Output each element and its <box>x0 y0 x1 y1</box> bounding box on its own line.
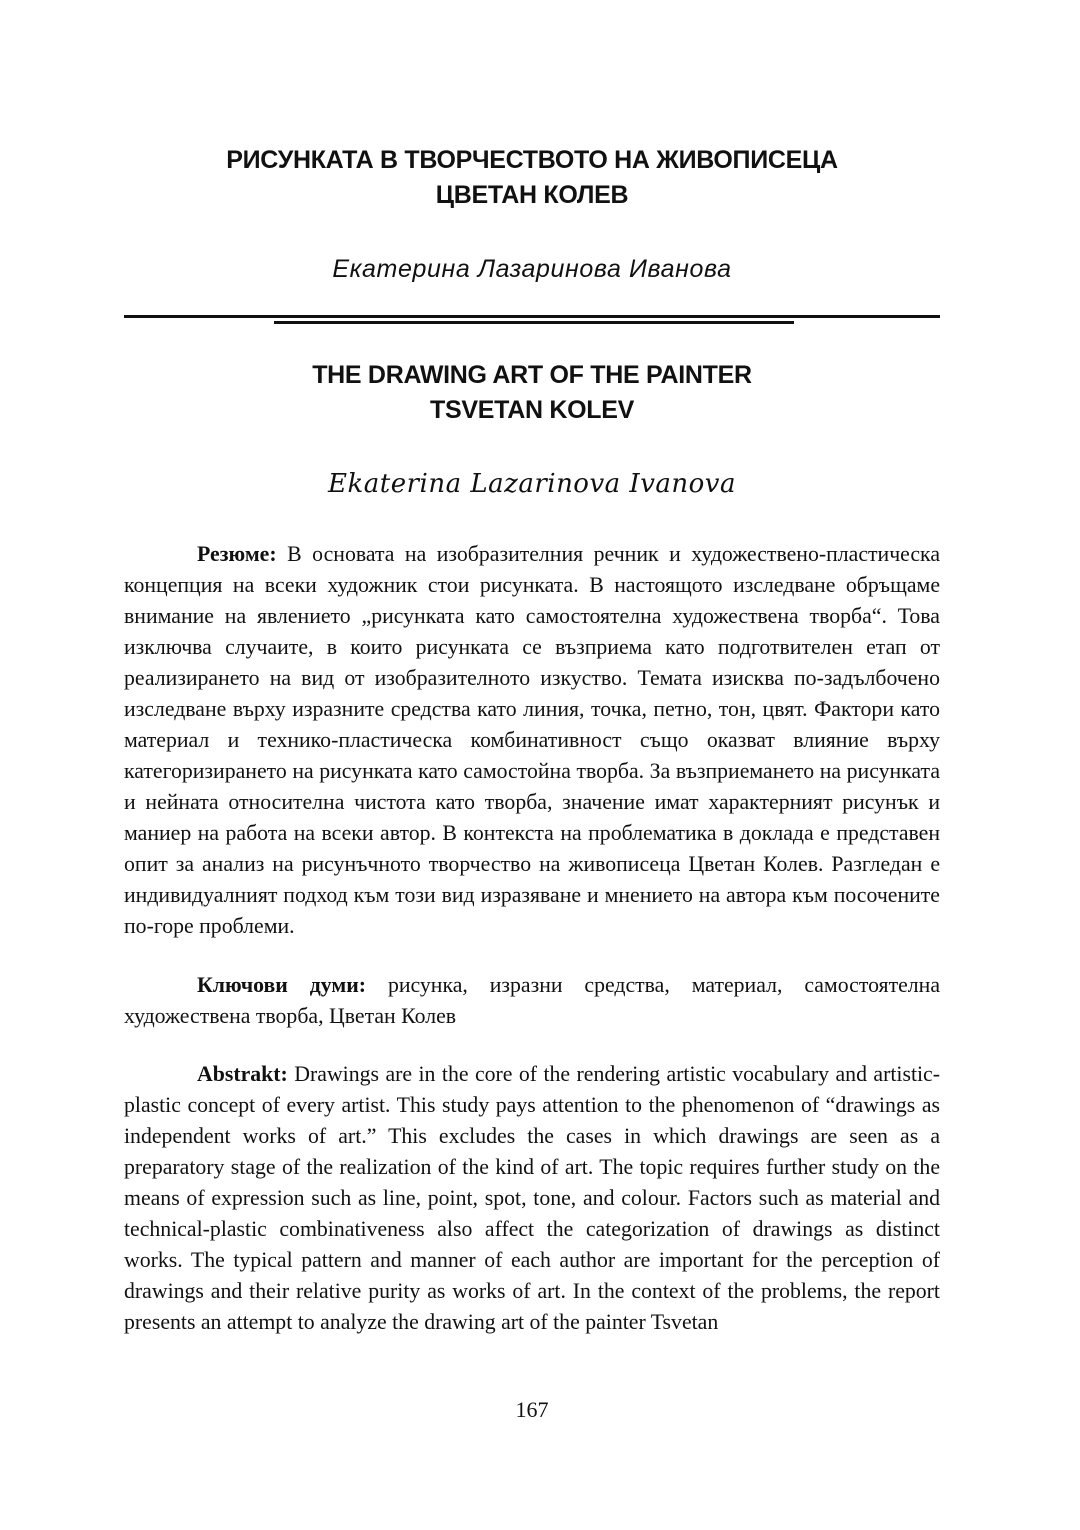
abstract-english-paragraph <box>124 1059 940 1338</box>
keywords-bulgarian <box>124 970 940 1032</box>
divider-short <box>274 321 794 324</box>
summary-bulgarian-label: Резюме: <box>197 542 277 566</box>
title-bulgarian-line-2: ЦВЕТАН КОЛЕВ <box>435 181 629 209</box>
title-bulgarian <box>124 143 940 213</box>
summary-bulgarian <box>124 539 940 942</box>
title-english-line-2: TSVETAN KOLEV <box>430 396 634 424</box>
title-bulgarian-line-1: РИСУНКАТА В ТВОРЧЕСТВОТО НА ЖИВОПИСЕЦА <box>226 146 838 174</box>
abstract-english-label: Abstrakt: <box>197 1062 288 1086</box>
title-english-line-1: THE DRAWING ART OF THE PAINTER <box>312 361 752 389</box>
keywords-bulgarian-label: Ключови думи: <box>197 973 367 997</box>
keywords-bulgarian-text: рисунка, изразни средства, материал, самостоятелна художествена творба, Цветан Колев <box>124 973 941 1028</box>
abstract-english-text: Drawings are in the core of the rendering artistic vocabulary and artistic-plastic concept of every artist. This study pays attention to the phenomenon of “drawings as independent works of art.” This excludes the cases in which drawings are seen as a preparatory stage of the realization of the kind of art. The topic requires further study on the means of expression such as line, point, spot, tone, and colour. Factors such as material and technical-plastic combinativeness also affect the categorization of drawings as distinct works. The typical pattern and manner of each author are important for the perception of drawings and their relative purity as works of art. In the context of the problems, the report presents an attempt to analyze the drawing art of the painter Tsvetan <box>124 1062 940 1334</box>
abstract-english <box>124 1059 940 1338</box>
paper-page <box>124 0 940 1530</box>
keywords-bulgarian-paragraph <box>124 970 940 1032</box>
page-number: 167 <box>515 1397 549 1422</box>
summary-bulgarian-text: В основата на изобразителния речник и художествено-пластическа концепция на всеки художник стои рисунката. В настоящото изследване обръщаме внимание на явлението „рисунката като самостоятелна художествена творба“. Това изключва случаите, в които рисунката се възприема като подготвителен етап от реализирането на вид от изобразителното изкуство. Темата изисква по-задълбочено изследване върху изразните средства като линия, точка, петно, тон, цвят. Фактори като материал и технико-пластическа комбинативност също оказват влияние върху категоризирането на рисунката като самостойна творба. За възприемането на рисунката и нейната относителна чистота като творба, значение имат характерният рисунък и маниер на работа на всеки автор. В контекста на проблематика в доклада е представен опит за анализ на рисунъчното творчество на живописеца Цветан Колев. Разгледан е индивидуалният подход към този вид изразяване и мнението на автора към посочените по-горе проблеми. <box>124 542 940 938</box>
author-bulgarian: Екатерина Лазаринова Иванова <box>332 255 732 283</box>
title-english <box>124 358 940 428</box>
divider-long <box>124 315 940 318</box>
author-english: Ekaterina Lazarinova Ivanova <box>328 469 736 499</box>
summary-bulgarian-paragraph <box>124 539 940 942</box>
